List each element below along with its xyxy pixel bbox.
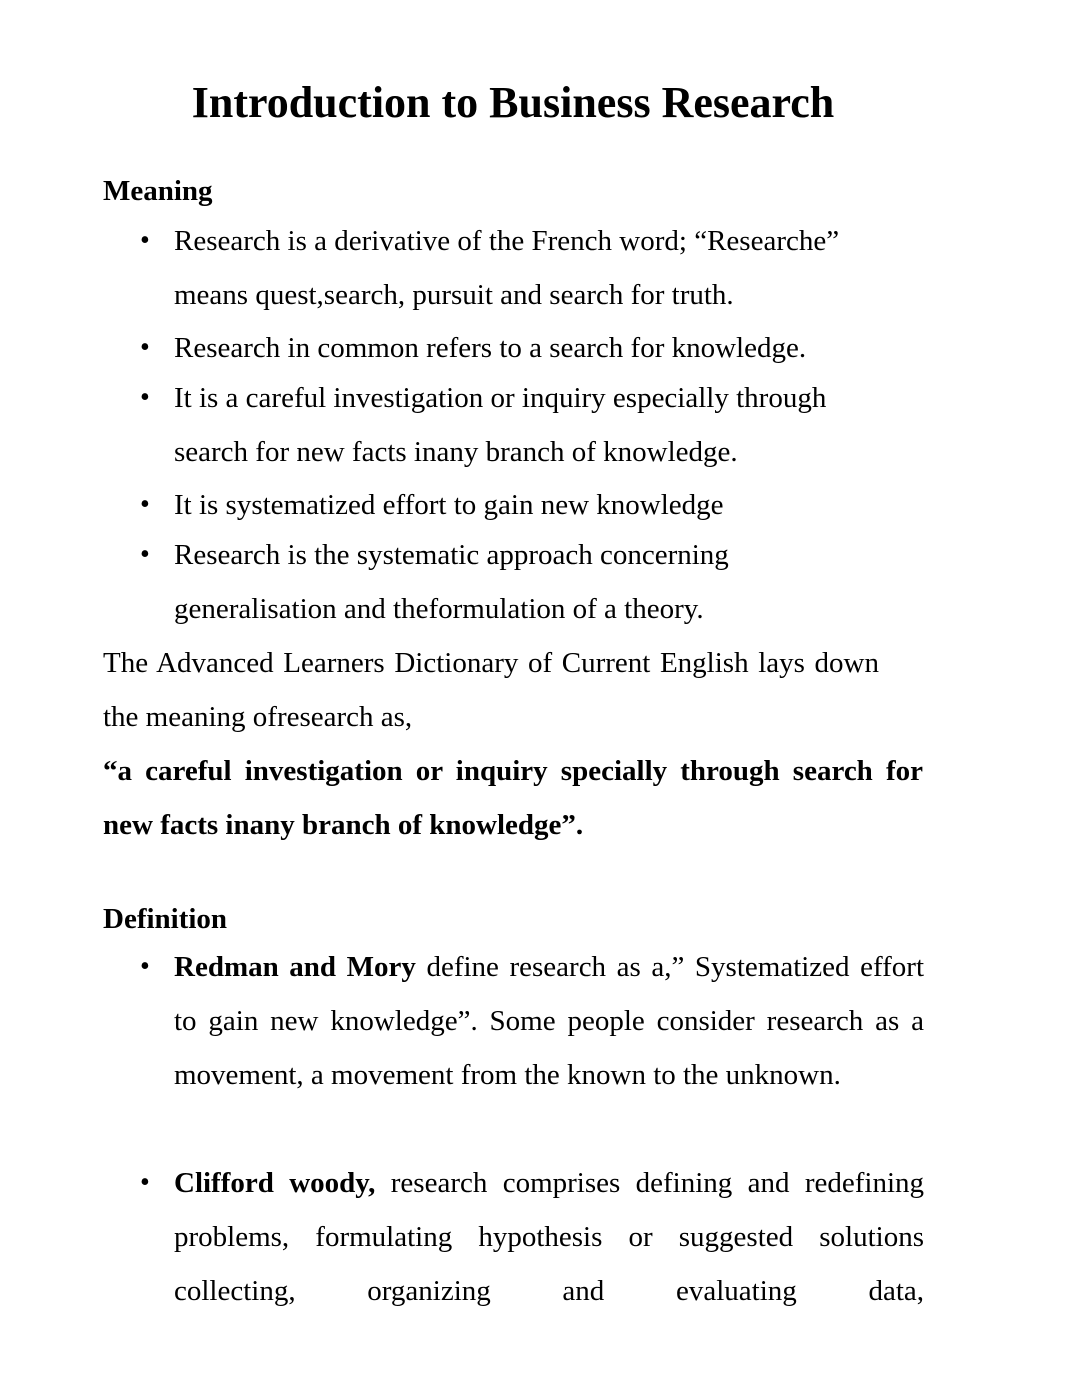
definition-heading: Definition xyxy=(103,903,228,935)
definition-item-2-text: research comprises defining and redefining problems, formulating hypothesis or suggested solutions collecting, organizing and evaluating data, xyxy=(174,1167,925,1307)
meaning-bullet-4: It is systematized effort to gain new knowledge xyxy=(174,489,724,521)
meaning-heading: Meaning xyxy=(103,175,213,207)
bullet-marker: • xyxy=(140,382,150,413)
meaning-bullet-5-line-1: Research is the systematic approach concerning xyxy=(174,539,729,571)
bullet-marker: • xyxy=(140,951,150,982)
meaning-bullet-3-line-2: search for new facts inany branch of knowledge. xyxy=(174,436,738,468)
dictionary-quote: “a careful investigation or inquiry specially through search for new facts inany branch of knowledge”. xyxy=(103,755,923,841)
definition-item-2-author: Clifford woody, xyxy=(174,1167,376,1199)
meaning-bullet-1-line-2: means quest,search, pursuit and search for truth. xyxy=(174,279,734,311)
meaning-bullet-5-line-2: generalisation and theformulation of a theory. xyxy=(174,593,704,625)
definition-item-1 xyxy=(174,940,924,1102)
definition-item-2 xyxy=(174,1156,924,1318)
bullet-marker: • xyxy=(140,332,150,363)
definition-item-1-text: define research as a,” Systematized effort to gain new knowledge”. Some people consider research as a movement, a movement from the known to the unknown. xyxy=(174,951,924,1091)
bullet-marker: • xyxy=(140,1167,150,1198)
meaning-bullet-1-line-1: Research is a derivative of the French word; “Researche” xyxy=(174,225,840,257)
bullet-marker: • xyxy=(140,489,150,520)
bullet-marker: • xyxy=(140,225,150,256)
meaning-bullet-2: Research in common refers to a search for knowledge. xyxy=(174,332,807,364)
dictionary-paragraph: The Advanced Learners Dictionary of Current English lays down the meaning ofresearch as, xyxy=(103,647,879,733)
meaning-bullet-3-line-1: It is a careful investigation or inquiry especially through xyxy=(174,382,827,414)
definition-item-1-author: Redman and Mory xyxy=(174,951,416,983)
bullet-marker: • xyxy=(140,539,150,570)
page-title: Introduction to Business Research xyxy=(191,78,835,127)
